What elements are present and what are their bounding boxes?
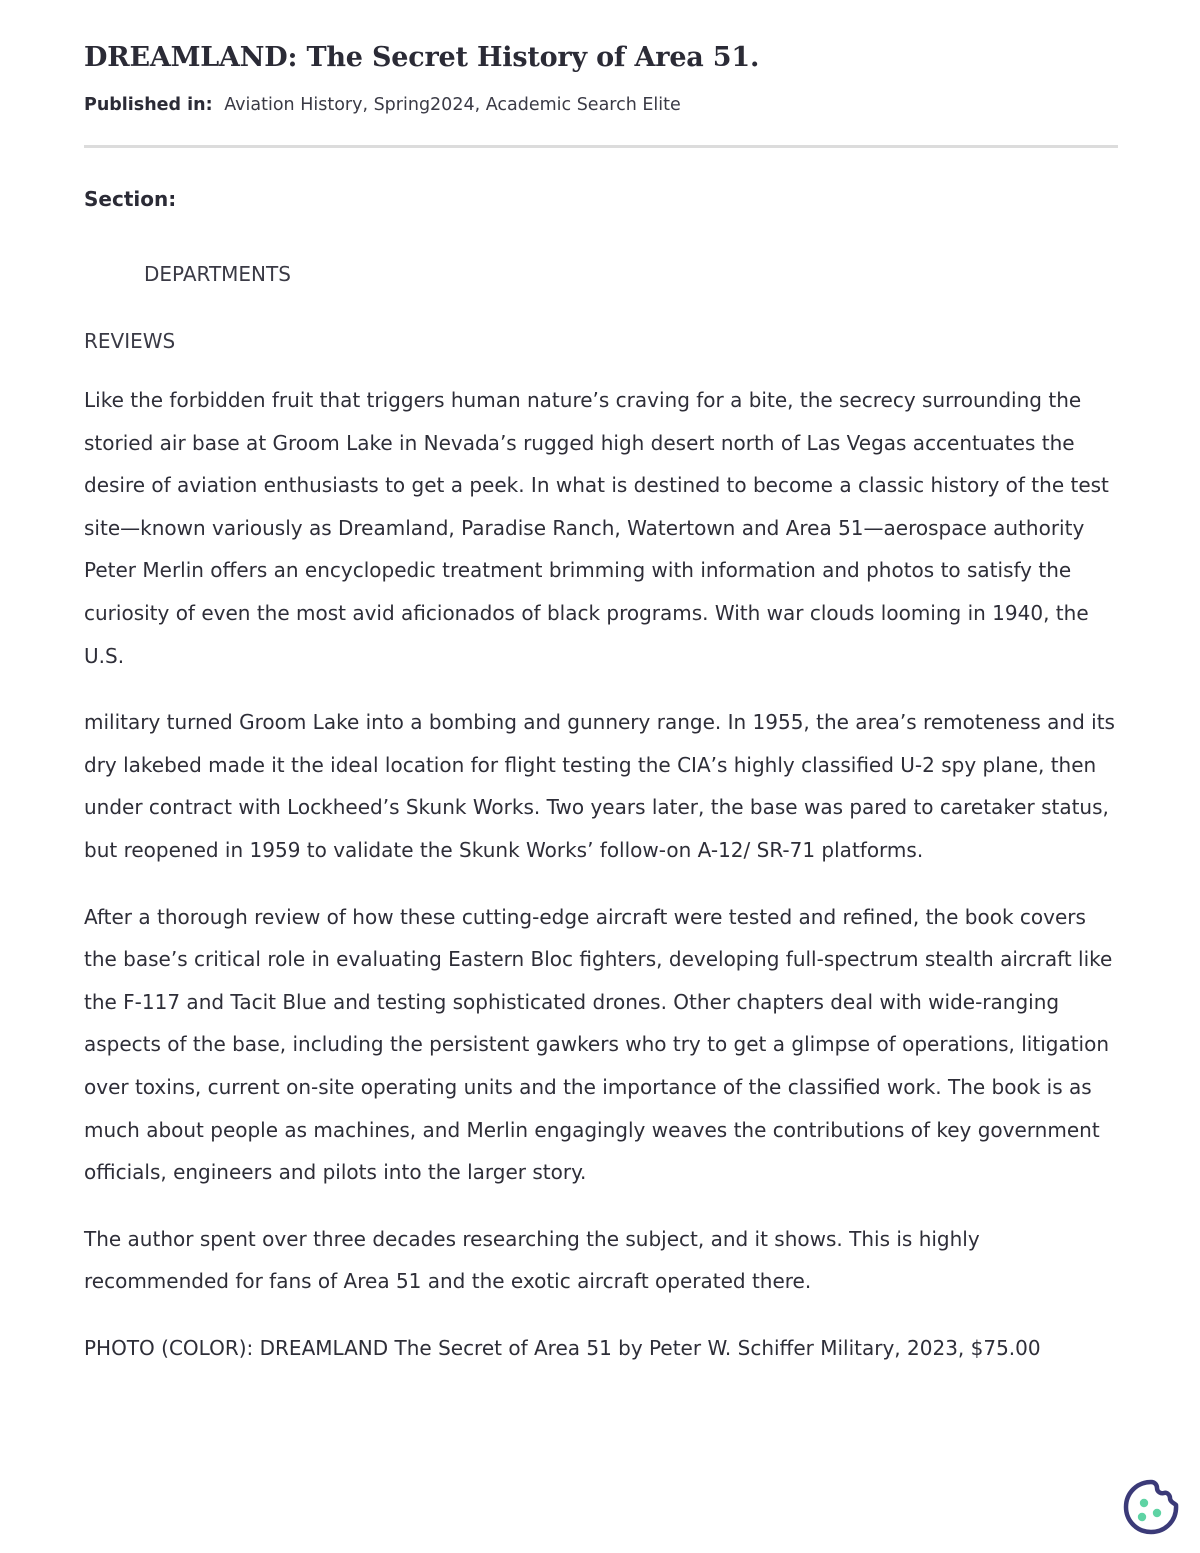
published-value: Aviation History, Spring2024, Academic Search Elite bbox=[224, 95, 681, 115]
section-value: DEPARTMENTS bbox=[144, 262, 291, 286]
published-label: Published in: bbox=[84, 95, 213, 115]
paragraph: After a thorough review of how these cutting-edge aircraft were tested and refined, the book covers the base’s critical role in evaluating Eastern Bloc fighters, developing full-spectrum stealth aircraft like the F-117 and Tacit Blue and testing sophisticated drones. Other chapters deal with wide-ranging aspects of the base, including the persistent gawkers who try to get a glimpse of operations, litigation over toxins, current on-site operating units and the importance of the classified work. The book is as much about people as machines, and Merlin engagingly weaves the contributions of key government officials, engineers and pilots into the larger story. bbox=[84, 904, 1113, 1185]
cookie-icon bbox=[1120, 1476, 1182, 1538]
paragraph: The author spent over three decades researching the subject, and it shows. This is highly recommended for fans of Area 51 and the exotic aircraft operated there. bbox=[84, 1226, 980, 1294]
photo-caption: PHOTO (COLOR): DREAMLAND The Secret of Area 51 by Peter W. Schiffer Military, 2023, $75.00 bbox=[84, 1335, 1041, 1360]
divider bbox=[84, 145, 1118, 148]
paragraph: military turned Groom Lake into a bombing and gunnery range. In 1955, the area’s remoteness and its dry lakebed made it the ideal location for flight testing the CIA’s highly classified U-2 spy plane, then under contract with Lockheed’s Skunk Works. Two years later, the base was pared to caretaker status, but reopened in 1959 to validate the Skunk Works’ follow-on A-12/ SR-71 platforms. bbox=[84, 710, 1115, 862]
subsection-label: REVIEWS bbox=[84, 329, 176, 353]
paragraph: Like the forbidden fruit that triggers human nature’s craving for a bite, the secrecy surrounding the storied air base at Groom Lake in Nevada’s rugged high desert north of Las Vegas accentuates the desire of aviation enthusiasts to get a peek. In what is destined to become a classic history of the test site—known variously as Dreamland, Paradise Ranch, Watertown and Area 51—aerospace authority Peter Merlin offers an encyclopedic treatment brimming with information and photos to satisfy the curiosity of even the most avid aficionados of black programs. With war clouds looming in 1940, the U.S. bbox=[84, 388, 1109, 668]
publication-info bbox=[84, 92, 1118, 118]
article bbox=[84, 38, 1118, 1389]
article-title: DREAMLAND: The Secret History of Area 51. bbox=[84, 42, 760, 73]
cookie-settings-button[interactable] bbox=[1120, 1476, 1182, 1538]
section-label: Section: bbox=[84, 187, 177, 211]
